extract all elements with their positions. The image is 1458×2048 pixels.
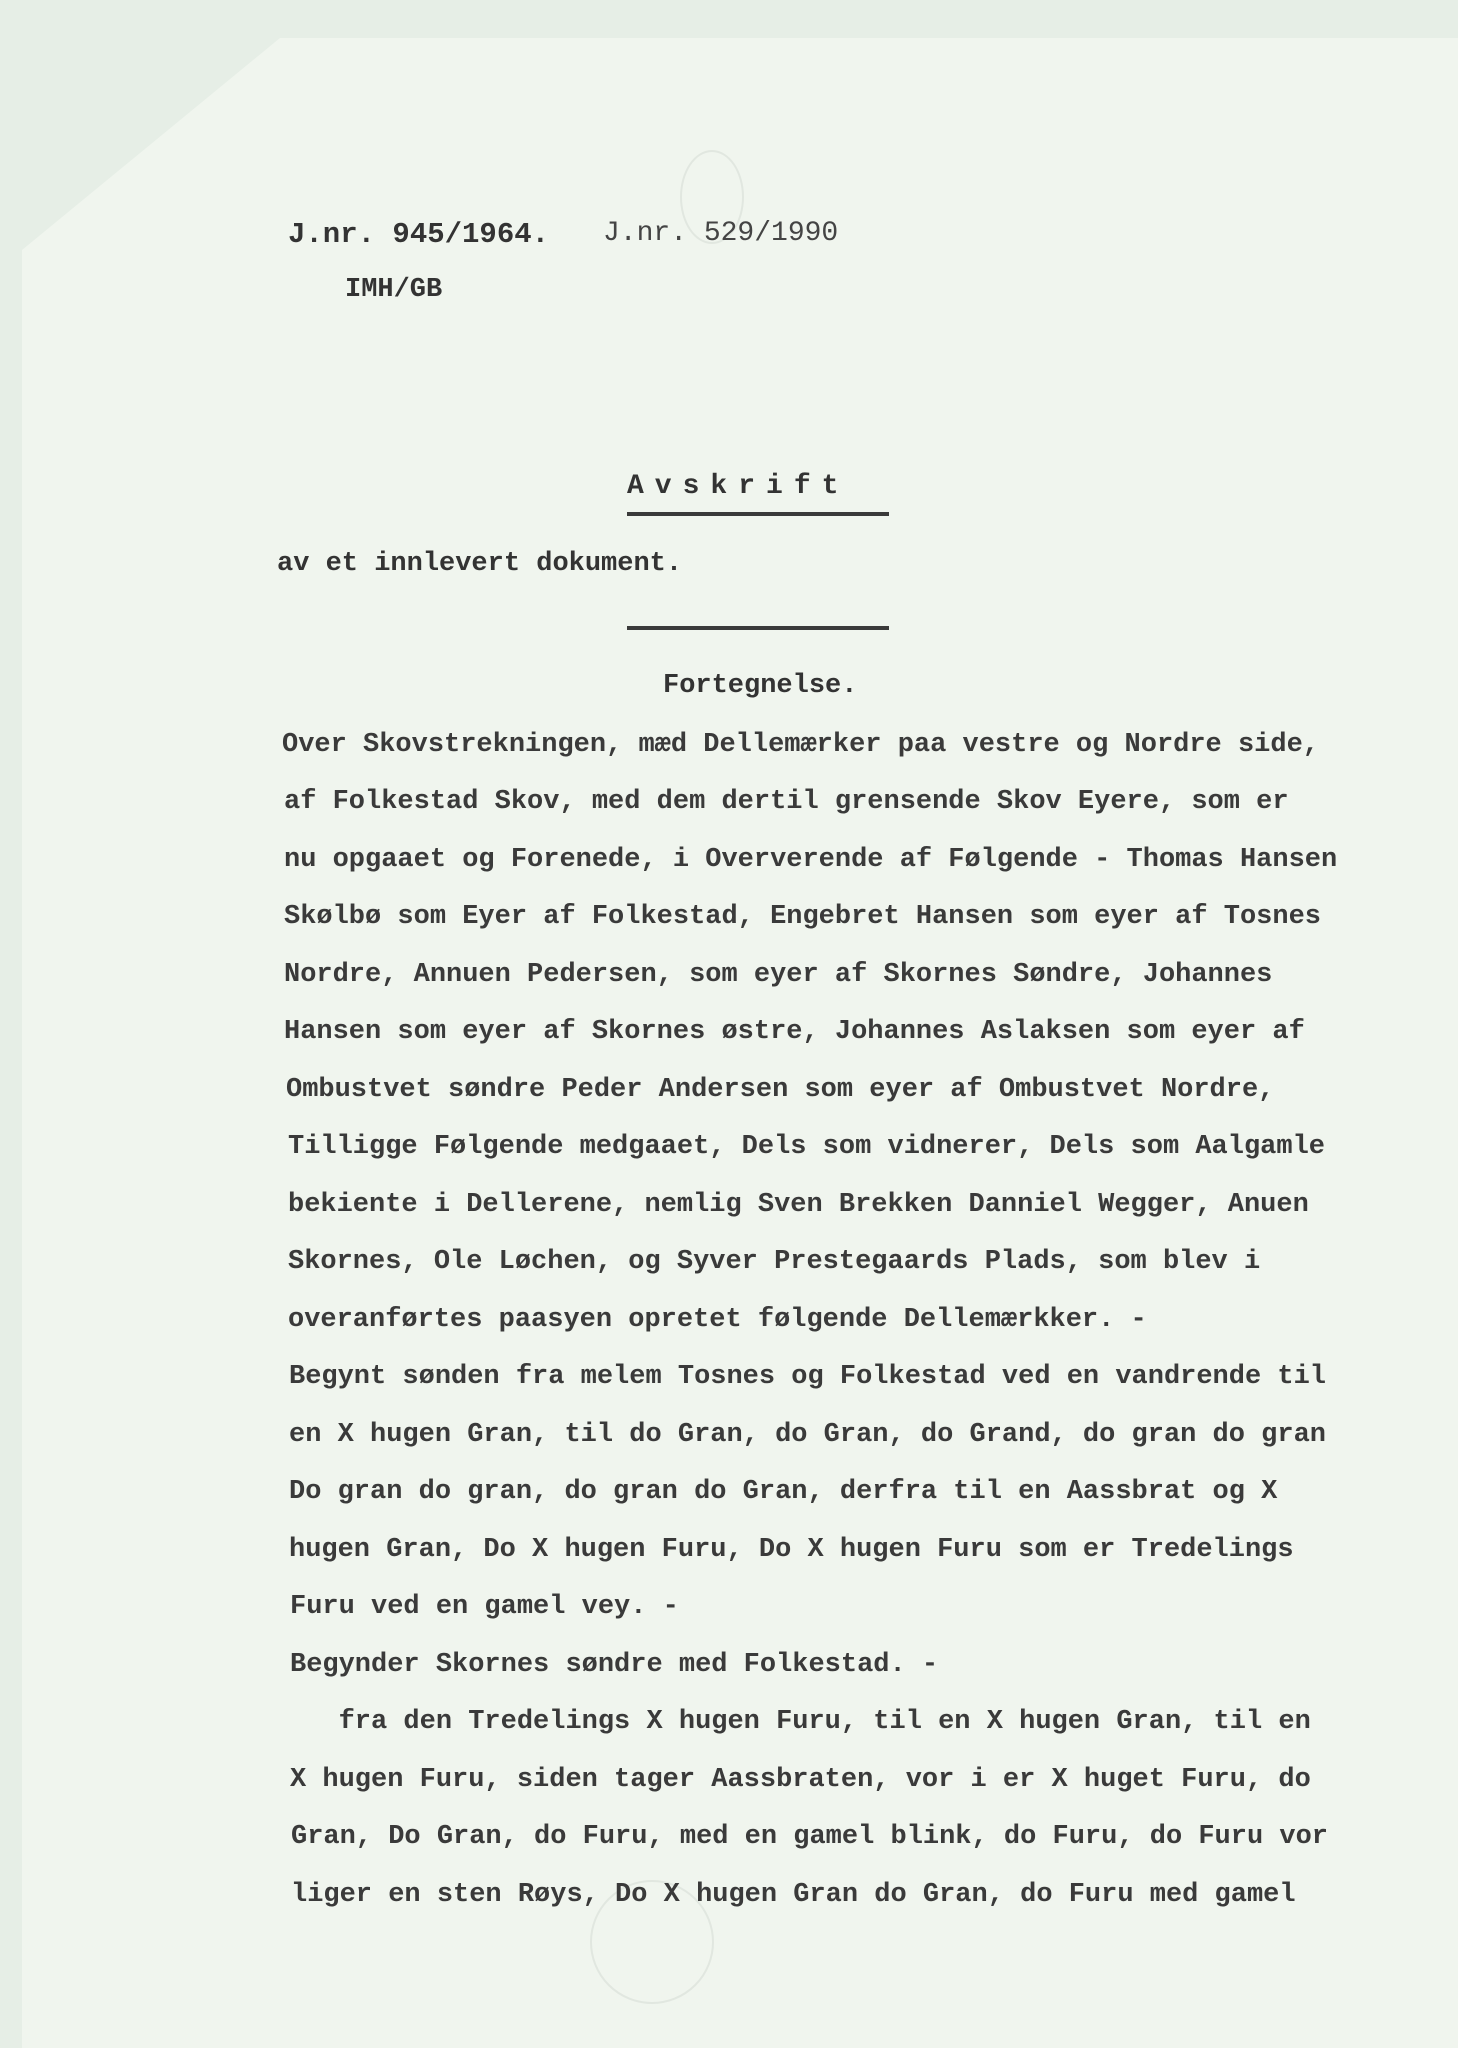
title-underline bbox=[627, 512, 889, 516]
body-line: Furu ved en gamel vey. - bbox=[290, 1592, 679, 1622]
body-line: Nordre, Annuen Pedersen, som eyer af Skornes Søndre, Johannes bbox=[284, 960, 1273, 990]
journal-number: J.nr. 945/1964. bbox=[288, 218, 550, 251]
section-heading: Fortegnelse. bbox=[663, 671, 858, 701]
body-line: nu opgaaet og Forenede, i Oververende af Følgende - Thomas Hansen bbox=[284, 845, 1338, 875]
body-line: liger en sten Røys, Do X hugen Gran do Gran, do Furu med gamel bbox=[291, 1880, 1296, 1910]
body-line: bekiente i Dellerene, nemlig Sven Brekken Danniel Wegger, Anuen bbox=[288, 1190, 1309, 1220]
body-line: Tilligge Følgende medgaaet, Dels som vidnerer, Dels som Aalgamle bbox=[288, 1132, 1325, 1162]
body-line: Over Skovstrekningen, mæd Dellemærker paa vestre og Nordre side, bbox=[282, 730, 1319, 760]
body-line: af Folkestad Skov, med dem dertil grensende Skov Eyere, som er bbox=[284, 787, 1289, 817]
initials: IMH/GB bbox=[345, 275, 443, 305]
body-line: en X hugen Gran, til do Gran, do Gran, do Grand, do gran do gran bbox=[289, 1420, 1326, 1450]
body-line: Hansen som eyer af Skornes østre, Johannes Aslaksen som eyer af bbox=[284, 1017, 1305, 1047]
body-line: Do gran do gran, do gran do Gran, derfra til en Aassbrat og X bbox=[289, 1477, 1278, 1507]
journal-number-secondary: J.nr. 529/1990 bbox=[603, 218, 839, 249]
body-line: overanførtes paasyen opretet følgende Dellemærkker. - bbox=[288, 1305, 1147, 1335]
body-line: X hugen Furu, siden tager Aassbraten, vor i er X huget Furu, do bbox=[290, 1765, 1311, 1795]
body-line: Begynder Skornes søndre med Folkestad. - bbox=[290, 1650, 939, 1680]
body-line: Skølbø som Eyer af Folkestad, Engebret Hansen som eyer af Tosnes bbox=[284, 902, 1321, 932]
document-title: Avskrift bbox=[627, 471, 850, 502]
body-line: fra den Tredelings X hugen Furu, til en X hugen Gran, til en bbox=[290, 1707, 1311, 1737]
body-line: Gran, Do Gran, do Furu, med en gamel blink, do Furu, do Furu vor bbox=[291, 1822, 1328, 1852]
document-subtitle: av et innlevert dokument. bbox=[277, 549, 683, 579]
body-line: Skornes, Ole Løchen, og Syver Prestegaards Plads, som blev i bbox=[288, 1247, 1261, 1277]
body-line: Begynt sønden fra melem Tosnes og Folkestad ved en vandrende til bbox=[289, 1362, 1326, 1392]
body-line: hugen Gran, Do X hugen Furu, Do X hugen Furu som er Tredelings bbox=[289, 1535, 1294, 1565]
separator-rule bbox=[627, 626, 889, 630]
body-line: Ombustvet søndre Peder Andersen som eyer af Ombustvet Nordre, bbox=[286, 1075, 1275, 1105]
